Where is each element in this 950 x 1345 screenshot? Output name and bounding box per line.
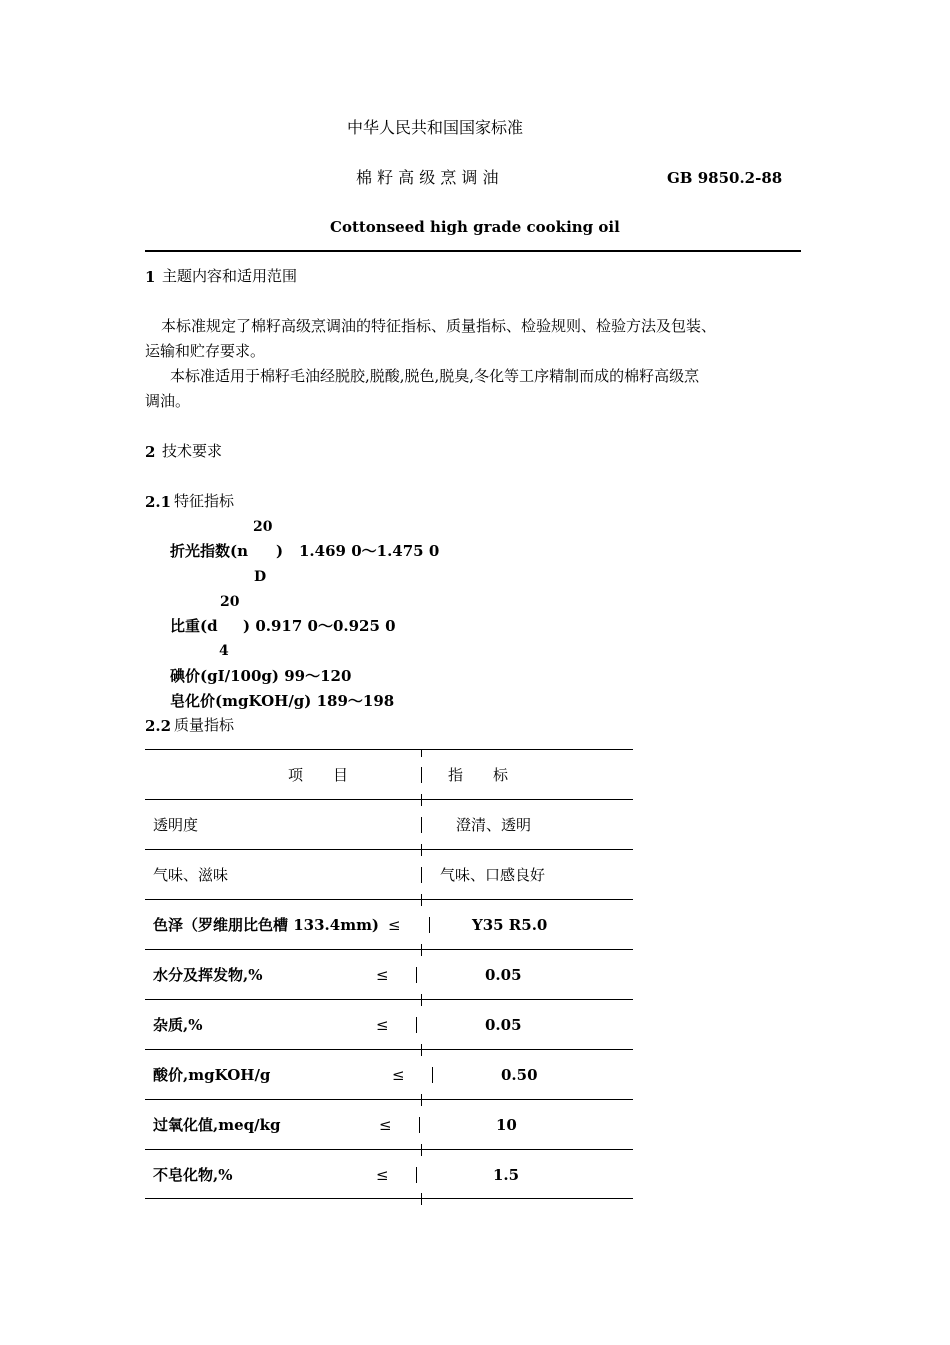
table-column-tick (421, 944, 422, 956)
section-2-1-number: 2.1 (145, 493, 172, 511)
saponification-value: 皂化价(mgKOH/g) 189～198 (170, 692, 395, 710)
section-2-2-number: 2.2 (145, 717, 172, 735)
table-row-separator (429, 917, 430, 933)
table-row-value: 澄清、透明 (456, 816, 532, 834)
table-rule (145, 1149, 633, 1150)
table-rule (145, 799, 633, 800)
table-row-item: 水分及挥发物,% (153, 966, 263, 984)
table-row-value: 10 (496, 1116, 517, 1134)
specific-gravity-superscript: 20 (220, 594, 240, 610)
specific-gravity-subscript: 4 (219, 643, 229, 659)
table-row-item: 透明度 (153, 816, 199, 834)
table-column-tick (421, 1094, 422, 1106)
table-row-item: 过氧化值,meq/kg (153, 1116, 281, 1134)
table-row-separator (432, 1067, 433, 1083)
section-1-heading: 主题内容和适用范围 (162, 267, 298, 285)
section-1-paragraph-2-line-1: 本标准适用于棉籽毛油经脱胶,脱酸,脱色,脱臭,冬化等工序精制而成的棉籽高级烹 (170, 367, 700, 385)
table-row-value: 气味、口感良好 (440, 866, 546, 884)
table-row-le-sign: ≤ (376, 966, 389, 984)
table-row-value: 0.05 (485, 1016, 522, 1034)
table-row-le-sign: ≤ (392, 1066, 405, 1084)
national-standard-label: 中华人民共和国国家标准 (347, 118, 524, 137)
refractive-index-label: 折光指数(n (170, 542, 249, 560)
table-column-tick (421, 1044, 422, 1056)
table-row-separator (416, 1167, 417, 1183)
refractive-index-close-paren: ) (276, 542, 284, 560)
table-column-tick (421, 1193, 422, 1205)
table-rule (145, 1198, 633, 1199)
table-row-item: 杂质,% (153, 1016, 203, 1034)
table-rule (145, 899, 633, 900)
table-rule (145, 1099, 633, 1100)
table-rule (145, 749, 633, 750)
table-column-tick (421, 749, 422, 757)
table-row-value: Y35 R5.0 (472, 916, 548, 934)
refractive-index-value: 1.469 0～1.475 0 (299, 542, 440, 560)
table-column-tick (421, 794, 422, 806)
document-title-cn: 棉 籽 高 级 烹 调 油 (356, 168, 499, 187)
section-1-number: 1 (145, 268, 156, 286)
standard-code: GB 9850.2-88 (667, 169, 783, 187)
table-row-value: 0.05 (485, 966, 522, 984)
refractive-index-subscript: D (254, 569, 267, 585)
table-header-index: 指 标 (448, 766, 509, 784)
section-1-paragraph-1-line-2: 运输和贮存要求。 (145, 342, 266, 360)
table-row-item: 不皂化物,% (153, 1166, 233, 1184)
section-2-1-heading: 特征指标 (174, 492, 235, 510)
table-row-le-sign: ≤ (376, 1166, 389, 1184)
table-row-le-sign: ≤ (388, 916, 401, 934)
table-row-separator (419, 1117, 420, 1133)
table-rule (145, 999, 633, 1000)
table-row-value: 0.50 (501, 1066, 538, 1084)
table-header-separator (421, 767, 422, 783)
table-column-tick (421, 894, 422, 906)
table-row-item: 酸价,mgKOH/g (153, 1066, 271, 1084)
refractive-index-superscript: 20 (253, 519, 273, 535)
table-column-tick (421, 1144, 422, 1156)
table-row-value: 1.5 (493, 1166, 520, 1184)
table-row-item: 气味、滋味 (153, 866, 229, 884)
document-title-en: Cottonseed high grade cooking oil (330, 218, 620, 236)
section-2-number: 2 (145, 443, 156, 461)
table-row-separator (421, 867, 422, 883)
section-2-2-heading: 质量指标 (174, 716, 235, 734)
header-rule (145, 250, 801, 252)
table-row-le-sign: ≤ (376, 1016, 389, 1034)
section-2-heading: 技术要求 (162, 442, 223, 460)
iodine-value: 碘价(gI/100g) 99～120 (170, 667, 352, 685)
table-row-separator (416, 967, 417, 983)
table-rule (145, 849, 633, 850)
table-row-le-sign: ≤ (379, 1116, 392, 1134)
table-column-tick (421, 994, 422, 1006)
table-column-tick (421, 844, 422, 856)
table-row-item: 色泽（罗维朋比色槽 133.4mm) (153, 916, 380, 934)
table-header-item: 项 目 (288, 766, 349, 784)
table-rule (145, 949, 633, 950)
section-1-paragraph-2-line-2: 调油。 (145, 392, 191, 410)
section-1-paragraph-1-line-1: 本标准规定了棉籽高级烹调油的特征指标、质量指标、检验规则、检验方法及包装、 (161, 317, 717, 335)
table-row-separator (416, 1017, 417, 1033)
table-row-separator (421, 817, 422, 833)
specific-gravity-value: ) 0.917 0～0.925 0 (243, 617, 396, 635)
specific-gravity-label: 比重(d (170, 617, 218, 635)
table-rule (145, 1049, 633, 1050)
